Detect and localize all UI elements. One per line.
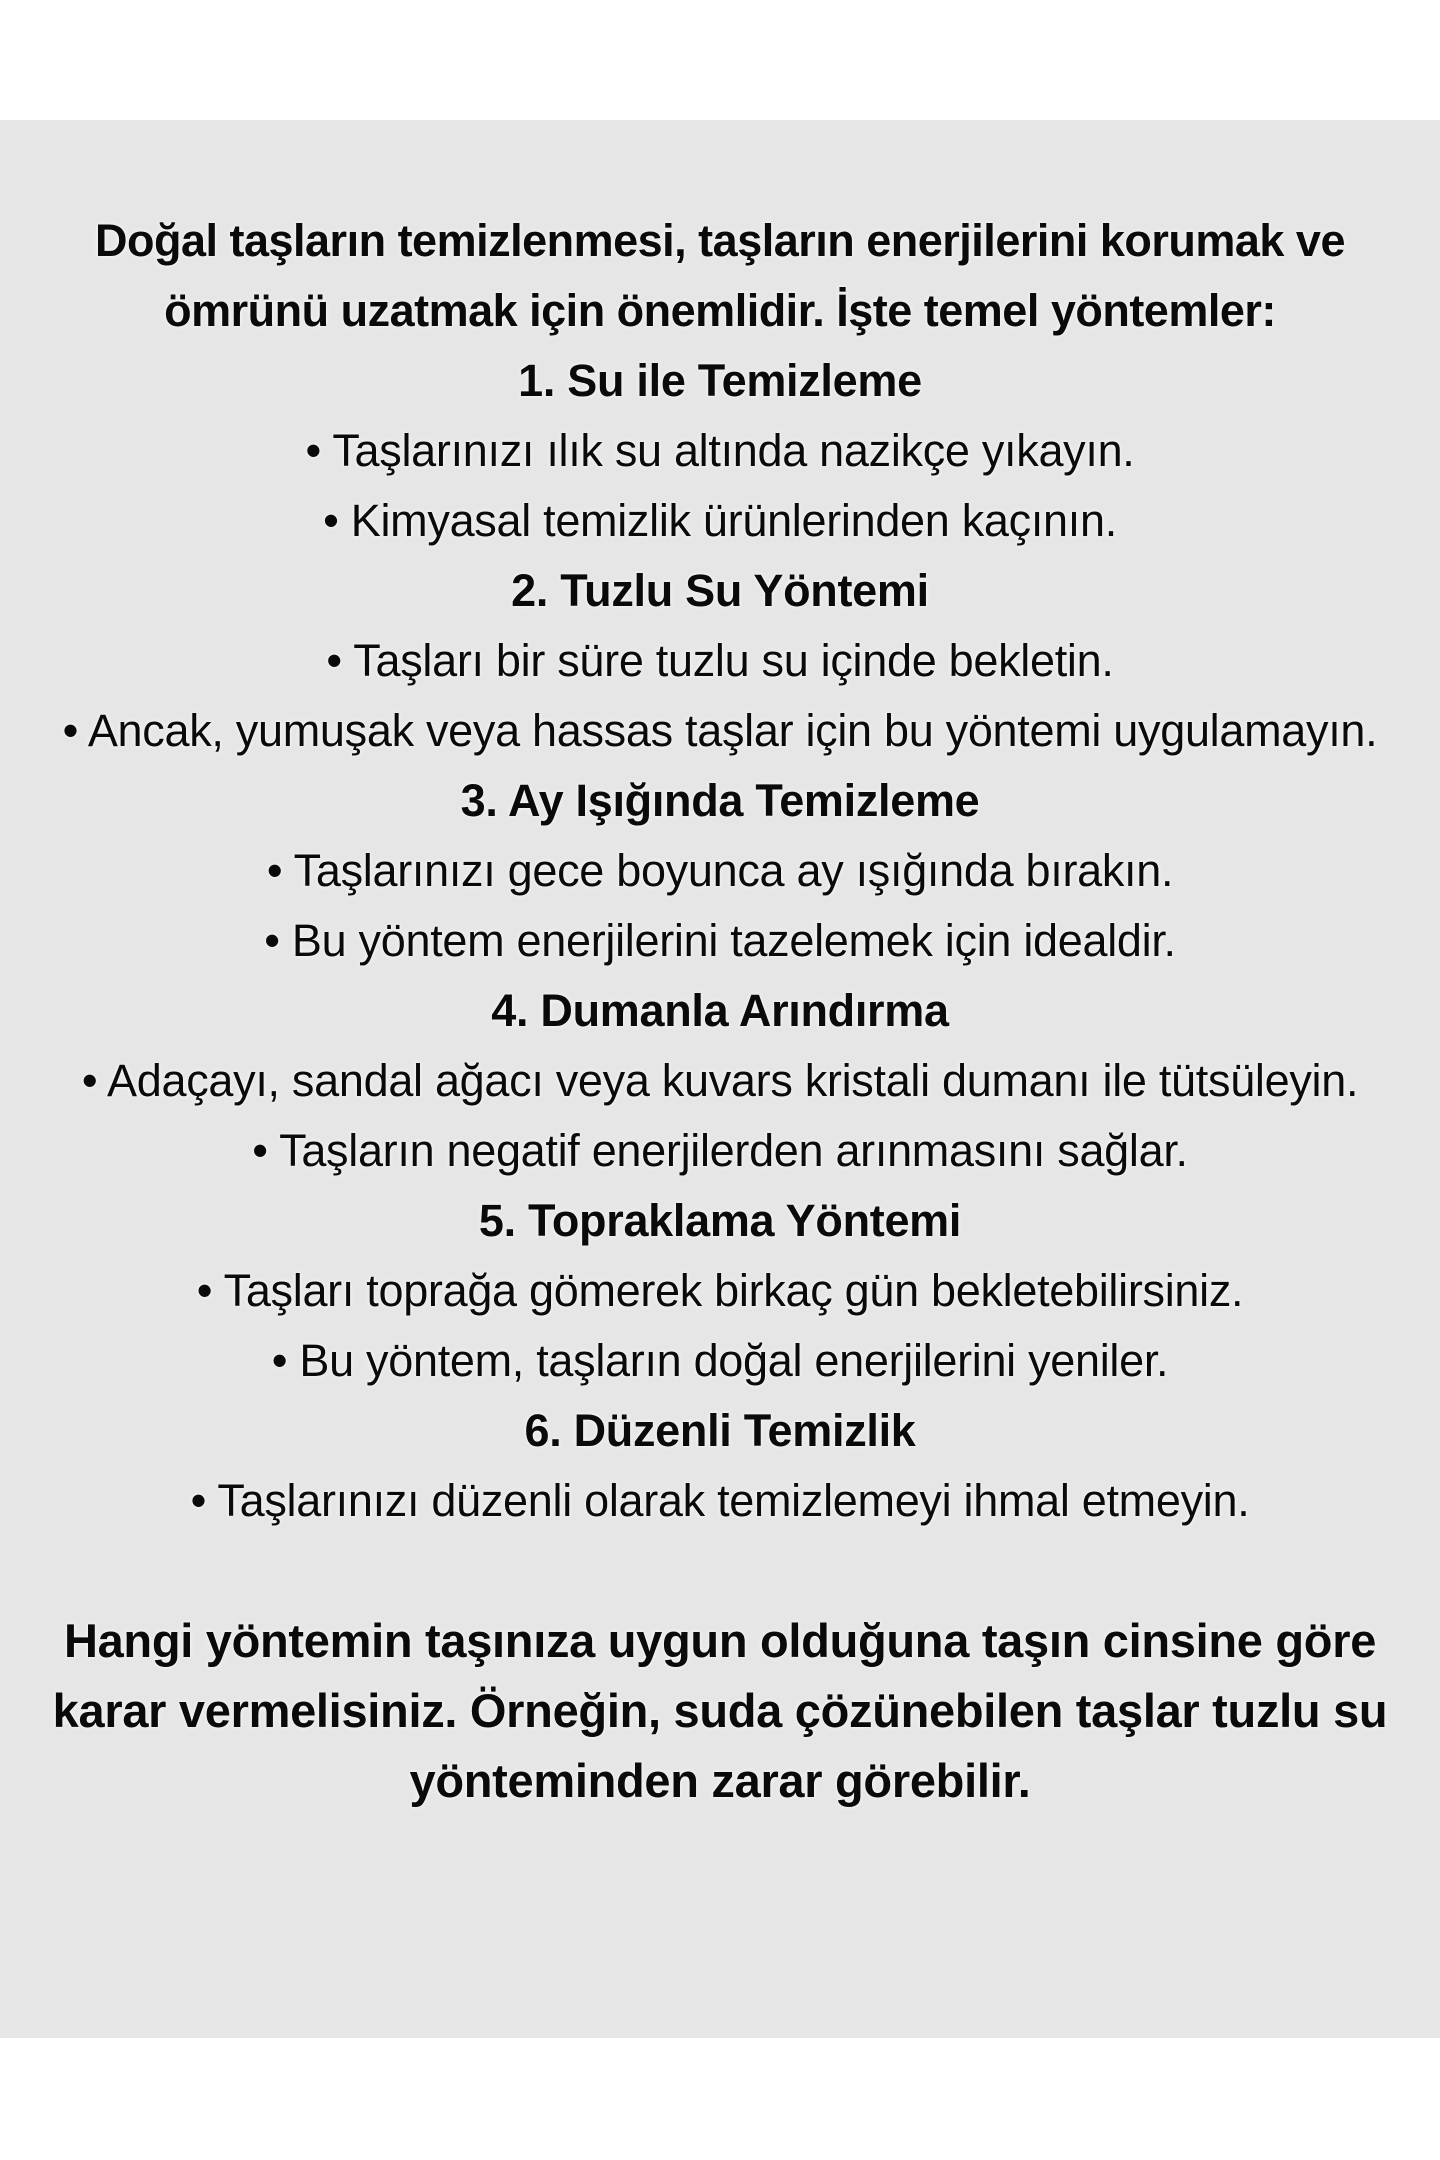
bullet-item — [25, 696, 1415, 766]
content-panel — [0, 120, 1440, 2038]
bullet-text: Taşları toprağa gömerek birkaç gün bekletebilirsiniz. — [223, 1265, 1244, 1316]
bullet-item — [25, 906, 1415, 976]
bullet-item — [25, 486, 1415, 556]
bullet-text: Ancak, yumuşak veya hassas taşlar için bu yöntemi uygulamayın. — [87, 705, 1378, 756]
bullet-item — [25, 1116, 1415, 1186]
bullet-marker: • — [190, 1475, 207, 1526]
bullet-marker: • — [264, 915, 280, 966]
text-content — [25, 206, 1415, 1816]
section-heading: 6. Düzenli Temizlik — [524, 1405, 916, 1456]
bullet-text: Taşlarınızı düzenli olarak temizlemeyi ihmal etmeyin. — [217, 1475, 1250, 1526]
bullet-marker: • — [266, 845, 283, 896]
bullet-marker: • — [81, 1055, 98, 1106]
bullet-marker: • — [62, 705, 79, 756]
bullet-item — [25, 626, 1415, 696]
outro-paragraph: Hangi yöntemin taşınıza uygun olduğuna taşın cinsine göre karar vermelisiniz. Örneğin, suda çözünebilen taşlar tuzlu su yönteminden zarar görebilir. — [52, 1614, 1388, 1807]
bullet-marker: • — [252, 1125, 268, 1176]
bullet-text: Adaçayı, sandal ağacı veya kuvars kristali dumanı ile tütsüleyin. — [107, 1055, 1359, 1106]
bullet-item — [25, 1046, 1415, 1116]
bullet-marker: • — [326, 635, 342, 686]
bullet-text: Taşlarınızı ılık su altında nazikçe yıkayın. — [332, 425, 1135, 476]
bullet-marker: • — [305, 425, 321, 476]
bullet-marker: • — [323, 495, 339, 546]
section-heading: 4. Dumanla Arındırma — [491, 985, 949, 1036]
bullet-item — [25, 836, 1415, 906]
sections-list — [25, 346, 1415, 1536]
bullet-marker: • — [196, 1265, 213, 1316]
bullet-text: Taşlarınızı gece boyunca ay ışığında bırakın. — [293, 845, 1174, 896]
bullet-text: Kimyasal temizlik ürünlerinden kaçının. — [350, 495, 1117, 546]
bullet-text: Bu yöntem, taşların doğal enerjilerini yeniler. — [299, 1335, 1169, 1386]
bottom-white-band — [0, 2038, 1440, 2160]
bullet-text: Bu yöntem enerjilerini tazelemek için idealdir. — [291, 915, 1176, 966]
top-white-band — [0, 0, 1440, 120]
bullet-marker: • — [271, 1335, 288, 1386]
bullet-item — [25, 1466, 1415, 1536]
bullet-text: Taşları bir süre tuzlu su içinde bekletin. — [353, 635, 1114, 686]
section-heading: 1. Su ile Temizleme — [518, 355, 922, 406]
intro-paragraph: Doğal taşların temizlenmesi, taşların enerjilerini korumak ve ömrünü uzatmak için önemlidir. İşte temel yöntemler: — [94, 215, 1345, 336]
bullet-item — [25, 1326, 1415, 1396]
section-heading: 2. Tuzlu Su Yöntemi — [511, 565, 929, 616]
section-heading: 5. Topraklama Yöntemi — [478, 1195, 962, 1246]
bullet-text: Taşların negatif enerjilerden arınmasını sağlar. — [279, 1125, 1188, 1176]
section-heading: 3. Ay Işığında Temizleme — [460, 775, 980, 826]
bullet-item — [25, 1256, 1415, 1326]
bullet-item — [25, 416, 1415, 486]
